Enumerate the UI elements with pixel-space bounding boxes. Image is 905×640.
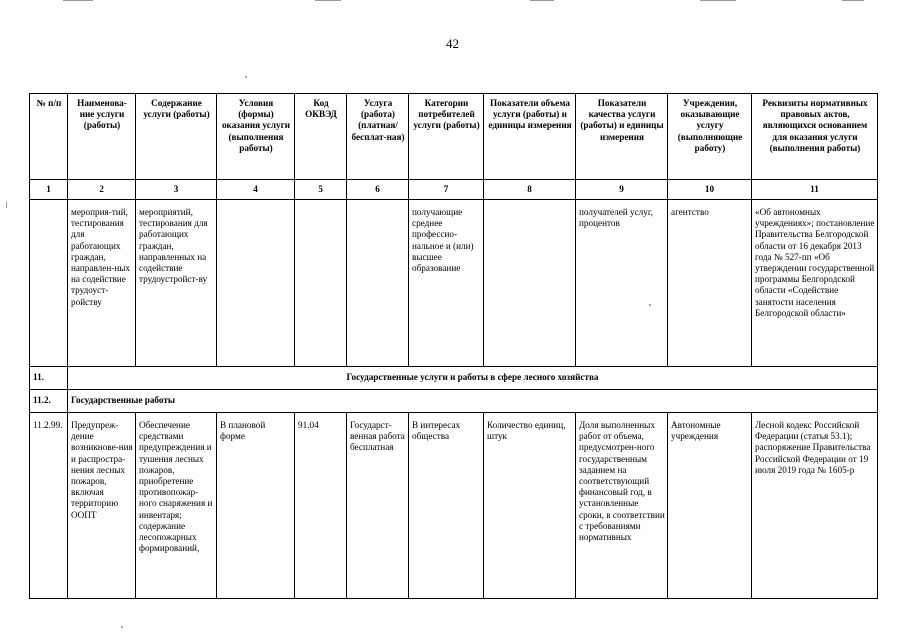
table-row	[30, 413, 878, 599]
table-cell: В интересах общества	[409, 413, 484, 599]
header-cell: Условия (формы) оказания услуги (выполнения работы)	[217, 94, 295, 180]
table-cell: получающие среднее профессио-нальное и (или) высшее образование	[409, 200, 484, 367]
header-cell: Код ОКВЭД	[295, 94, 347, 180]
scan-speck	[121, 626, 123, 628]
header-cell: Услуга (работа) (платная/ бесплат-ная)	[347, 94, 409, 180]
column-number-row	[30, 180, 878, 200]
scan-edge-mark	[315, 0, 341, 1]
table-cell: агентство	[668, 200, 752, 367]
table-cell: Доля выполненных работ от объема, предусмотрен-ного государственным заданием на соответствующий финансовый год, в установленные сроки, в соответствии с требованиями нормативных	[576, 413, 668, 599]
column-number: 8	[484, 180, 576, 200]
table-cell	[347, 200, 409, 367]
header-cell: Категории потребителей услуги (работы)	[409, 94, 484, 180]
table-cell: Лесной кодекс Российской Федерации (статья 53.1); распоряжение Правительства Российской Федерации от 19 июля 2019 года № 1605-р	[752, 413, 878, 599]
column-number: 11	[752, 180, 878, 200]
header-cell: Содержание услуги (работы)	[136, 94, 217, 180]
scan-edge-mark	[6, 202, 7, 208]
column-number: 1	[30, 180, 68, 200]
header-cell: Учреждения, оказывающие услугу (выполняющие работу)	[668, 94, 752, 180]
header-cell: № п/п	[30, 94, 68, 180]
table-cell: Обеспечение средствами предупреждения и тушения лесных пожаров, приобретение противопожар-ного снаряжения и инвентаря; содержание лесопожарных формирований,	[136, 413, 217, 599]
header-cell: Показатели качества услуги (работы) и единицы измерения	[576, 94, 668, 180]
subsection-title: Государственные работы	[68, 390, 878, 413]
section-number: 11.	[30, 367, 68, 390]
table-cell	[484, 200, 576, 367]
column-number: 6	[347, 180, 409, 200]
table-cell: 91.04	[295, 413, 347, 599]
column-number: 10	[668, 180, 752, 200]
subsection-row	[30, 390, 878, 413]
scan-edge-mark	[842, 0, 864, 1]
column-number: 7	[409, 180, 484, 200]
subsection-number: 11.2.	[30, 390, 68, 413]
table-cell: «Об автономных учреждениях»; постановление Правительства Белгородской области от 16 декабря 2013 года № 527-пп «Об утверждении государственной программы Белгородской области «Содействие занятости населения Белгородской области»	[752, 200, 878, 367]
table-cell	[217, 200, 295, 367]
table-cell: Автономные учреждения	[668, 413, 752, 599]
header-cell: Реквизиты нормативных правовых актов, являющихся основанием для оказания услуги (выполнения работы)	[752, 94, 878, 180]
table-cell: Государст-венная работа бесплатная	[347, 413, 409, 599]
services-table	[29, 93, 878, 599]
scan-speck	[245, 76, 247, 78]
table-cell: Предупреж-дение возникнове-ния и распростра-нения лесных пожаров, включая территорию ООПТ	[68, 413, 136, 599]
column-number: 5	[295, 180, 347, 200]
page-number: 42	[446, 36, 459, 51]
table-cell: 11.2.99.	[30, 413, 68, 599]
section-title: Государственные услуги и работы в сфере лесного хозяйства	[68, 367, 878, 390]
table-cell: Количество единиц, штук	[484, 413, 576, 599]
table-cell: получателей услуг, процентов	[576, 200, 668, 367]
scan-edge-mark	[530, 0, 554, 1]
header-row	[30, 94, 878, 180]
column-number: 9	[576, 180, 668, 200]
column-number: 4	[217, 180, 295, 200]
table-cell	[30, 200, 68, 367]
header-cell: Наименова-ние услуги (работы)	[68, 94, 136, 180]
table-cell: мероприятий, тестирования для работающих граждан, направленных на содействие трудоустройст-ву	[136, 200, 217, 367]
table-cell: мероприя-тий, тестирования для работающих граждан, направлен-ных на содействие трудоуст-ройству	[68, 200, 136, 367]
header-cell: Показатели объема услуги (работы) и единицы измерения	[484, 94, 576, 180]
column-number: 3	[136, 180, 217, 200]
continuation-row	[30, 200, 878, 367]
table-cell: В плановой форме	[217, 413, 295, 599]
section-row	[30, 367, 878, 390]
table-cell	[295, 200, 347, 367]
column-number: 2	[68, 180, 136, 200]
scan-edge-mark	[63, 0, 93, 1]
scan-edge-mark	[700, 0, 736, 1]
